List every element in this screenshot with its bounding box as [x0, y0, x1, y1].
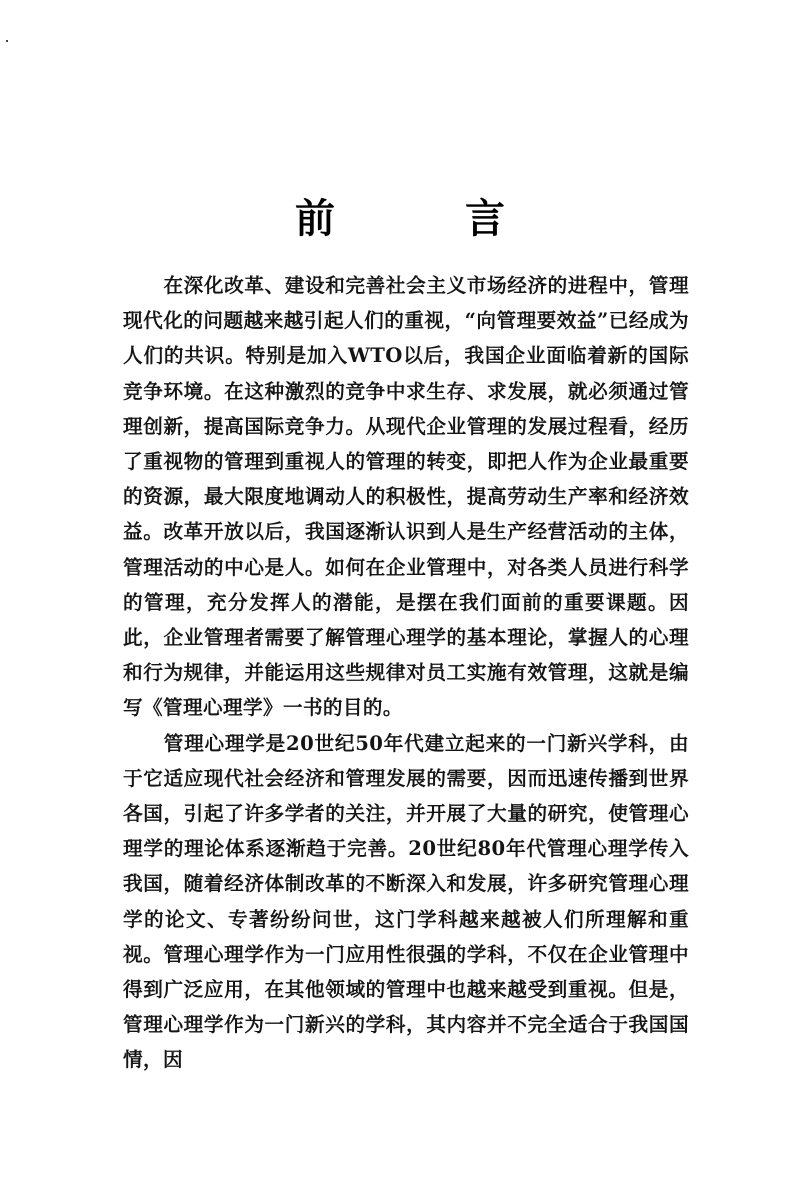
page-title: 前 言: [295, 195, 563, 242]
paragraph-2: 管理心理学是20世纪50年代建立起来的一门新兴学科，由于它适应现代社会经济和管理发展的需要，因而迅速传播到世界各国，引起了许多学者的关注，并开展了大量的研究，使管理心理学的理论体系逐渐趋于完善。20世纪80年代管理心理学传入我国，随着经济体制改革的不断深入和发展，许多研究管理心理学的论文、专著纷纷问世，这门学科越来越被人们所理解和重视。管理心理学作为一门应用性很强的学科，不仅在企业管理中得到广泛应用，在其他领域的管理中也越来越受到重视。但是，管理心理学作为一门新兴的学科，其内容并不完全适合于我国国情，因: [123, 731, 689, 1072]
scan-speck: [6, 40, 8, 42]
paragraph-1: 在深化改革、建设和完善社会主义市场经济的进程中，管理现代化的问题越来越引起人们的重视，“向管理要效益”已经成为人们的共识。特别是加入WTO以后，我国企业面临着新的国际竞争环境。在这种激烈的竞争中求生存、求发展，就必须通过管理创新，提高国际竞争力。从现代企业管理的发展过程看，经历了重视物的管理到重视人的管理的转变，即把人作为企业最重要的资源，最大限度地调动人的积极性，提高劳动生产率和经济效益。改革开放以后，我国逐渐认识到人是生产经营活动的主体，管理活动的中心是人。如何在企业管理中，对各类人员进行科学的管理，充分发挥人的潜能，是摆在我们面前的重要课题。因此，企业管理者需要了解管理心理学的基本理论，掌握人的心理和行为规律，并能运用这些规律对员工实施有效管理，这就是编写《管理心理学》一书的目的。: [123, 274, 689, 720]
body-text: [123, 268, 689, 1078]
